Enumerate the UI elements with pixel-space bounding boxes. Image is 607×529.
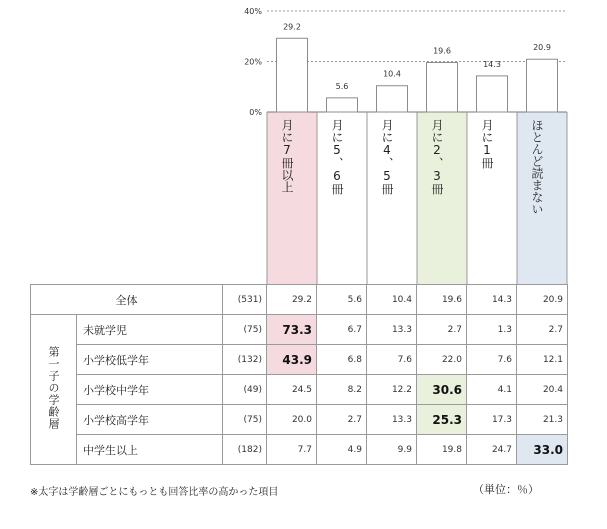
row-value: 8.2	[317, 375, 367, 405]
row-n: (132)	[223, 345, 267, 375]
group-label: 第一子の学齢層	[31, 315, 77, 465]
row-value: 1.3	[467, 315, 517, 345]
row-label: 未就学児	[77, 315, 223, 345]
row-value: 2.7	[517, 315, 568, 345]
bar-value-label: 14.3	[483, 59, 501, 69]
overall-label: 全体	[31, 285, 223, 315]
table-row	[31, 375, 568, 405]
overall-n: (531)	[223, 285, 267, 315]
row-value: 19.8	[417, 435, 467, 465]
row-value: 2.7	[417, 315, 467, 345]
x-category-label: 月に2、3冊	[430, 119, 444, 195]
row-label: 中学生以上	[77, 435, 223, 465]
overall-value: 29.2	[267, 285, 317, 315]
row-value: 20.4	[517, 375, 568, 405]
row-value: 2.7	[317, 405, 367, 435]
row-value-highlight: 30.6	[417, 375, 467, 405]
bar-value-label: 5.6	[335, 81, 349, 91]
row-value: 13.3	[367, 405, 417, 435]
y-tick-label: 0%	[249, 108, 262, 117]
row-n: (75)	[223, 405, 267, 435]
x-category-label: 月に4、5冊	[380, 119, 394, 195]
overall-row	[31, 285, 568, 315]
overall-value: 10.4	[367, 285, 417, 315]
y-tick-label: 40%	[244, 7, 262, 16]
row-value-highlight: 73.3	[267, 315, 317, 345]
table-row	[31, 405, 568, 435]
row-value-highlight: 25.3	[417, 405, 467, 435]
table-row	[31, 435, 568, 465]
row-value: 13.3	[367, 315, 417, 345]
bar-value-label: 10.4	[383, 69, 401, 79]
row-value: 7.7	[267, 435, 317, 465]
data-table	[30, 284, 568, 465]
overall-value: 5.6	[317, 285, 367, 315]
x-category-label: 月に7冊以上	[280, 119, 294, 193]
footnote: ※太字は学齢層ごとにもっとも回答比率の高かった項目	[30, 487, 279, 498]
overall-value: 14.3	[467, 285, 517, 315]
bar	[477, 76, 508, 112]
row-value: 20.0	[267, 405, 317, 435]
overall-value: 19.6	[417, 285, 467, 315]
row-value: 24.7	[467, 435, 517, 465]
row-value: 24.5	[267, 375, 317, 405]
row-value: 9.9	[367, 435, 417, 465]
overall-value: 20.9	[517, 285, 568, 315]
row-value: 12.2	[367, 375, 417, 405]
row-n: (75)	[223, 315, 267, 345]
row-value: 6.8	[317, 345, 367, 375]
x-category-label: 月に1冊	[480, 119, 494, 169]
bar-value-label: 19.6	[433, 46, 451, 56]
row-value: 7.6	[467, 345, 517, 375]
row-label: 小学校低学年	[77, 345, 223, 375]
row-value-highlight: 43.9	[267, 345, 317, 375]
row-value: 22.0	[417, 345, 467, 375]
bar	[427, 63, 458, 112]
row-label: 小学校高学年	[77, 405, 223, 435]
row-value: 7.6	[367, 345, 417, 375]
x-category-label: 月に5、6冊	[330, 119, 344, 195]
row-n: (182)	[223, 435, 267, 465]
bar	[277, 38, 308, 112]
unit-label: （単位：％）	[473, 483, 539, 496]
table-row	[31, 345, 568, 375]
x-category-label: ほとんど読まない	[530, 119, 544, 215]
bar	[327, 98, 358, 112]
bar	[527, 59, 558, 112]
bar-value-label: 20.9	[533, 43, 551, 53]
y-tick-label: 20%	[244, 57, 262, 67]
row-value: 4.1	[467, 375, 517, 405]
row-value: 17.3	[467, 405, 517, 435]
bar	[377, 86, 408, 112]
row-value-highlight: 33.0	[517, 435, 568, 465]
row-value: 12.1	[517, 345, 568, 375]
table-row	[31, 315, 568, 345]
row-value: 4.9	[317, 435, 367, 465]
row-value: 6.7	[317, 315, 367, 345]
bar-value-label: 29.2	[283, 22, 301, 32]
row-n: (49)	[223, 375, 267, 405]
row-label: 小学校中学年	[77, 375, 223, 405]
row-value: 21.3	[517, 405, 568, 435]
